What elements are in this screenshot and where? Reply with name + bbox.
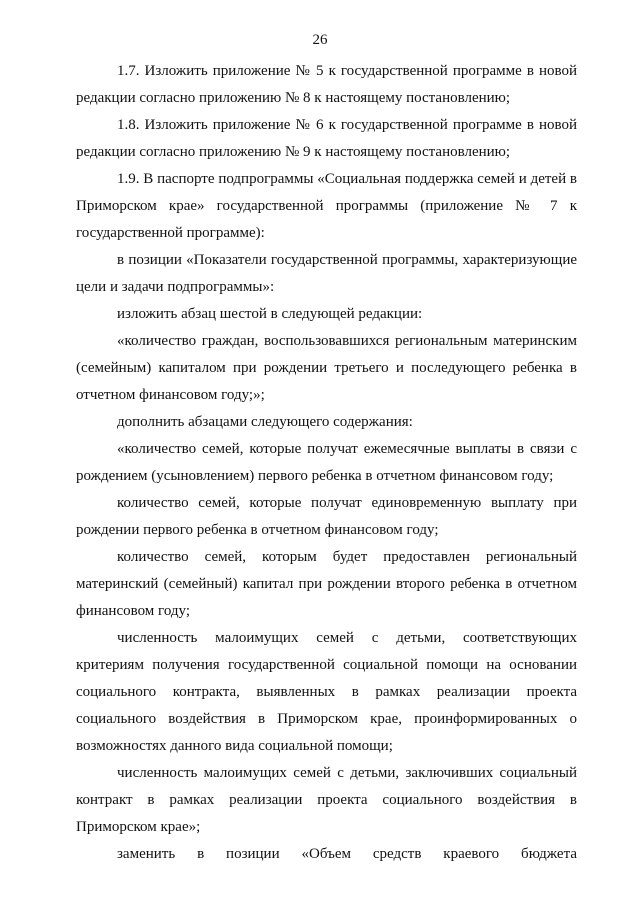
document-body (76, 58, 577, 868)
paragraph-maternity-capital: количество семей, которым будет предоставлен региональный материнский (семейный) капитал при рождении второго ребенка в отчетном финансовом году; (76, 549, 577, 619)
paragraph-low-income-contract: численность малоимущих семей с детьми, заключивших социальный контракт в рамках реализации проекта социального воздействия в Приморском крае»; (76, 765, 577, 835)
paragraph-sixth-abzac-instruction: изложить абзац шестой в следующей редакции: (117, 306, 423, 322)
paragraph-indicators-position: в позиции «Показатели государственной программы, характеризующие цели и задачи подпрограммы»: (76, 252, 577, 295)
paragraph-replace-instruction: заменить в позиции «Объем средств краевого бюджета (117, 846, 577, 862)
paragraph-supplement-instruction: дополнить абзацами следующего содержания: (117, 414, 413, 430)
paragraph-low-income-informed: численность малоимущих семей с детьми, соответствующих критериям получения государственной социальной помощи на основании социального контракта, выявленных в рамках реализации проекта социального воздействия в Приморском крае, проинформированных о возможностях данного вида социальной помощи; (76, 630, 577, 754)
paragraph-1-7: 1.7. Изложить приложение № 5 к государственной программе в новой редакции согласно приложению № 8 к настоящему постановлению; (76, 63, 577, 106)
paragraph-1-8: 1.8. Изложить приложение № 6 к государственной программе в новой редакции согласно приложению № 9 к настоящему постановлению; (76, 117, 577, 160)
paragraph-monthly-payments: «количество семей, которые получат ежемесячные выплаты в связи с рождением (усыновлением) первого ребенка в отчетном финансовом году; (76, 441, 577, 484)
paragraph-1-9: 1.9. В паспорте подпрограммы «Социальная поддержка семей и детей в Приморском крае» государственной программы (приложение № 7 к государственной программе): (76, 171, 577, 241)
page-number: 26 (312, 32, 328, 48)
paragraph-lump-sum-payment: количество семей, которые получат единовременную выплату при рождении первого ребенка в отчетном финансовом году; (76, 495, 577, 538)
paragraph-citizens-count: «количество граждан, воспользовавшихся региональным материнским (семейным) капиталом при рождении третьего и последующего ребенка в отчетном финансовом году;»; (76, 333, 577, 403)
